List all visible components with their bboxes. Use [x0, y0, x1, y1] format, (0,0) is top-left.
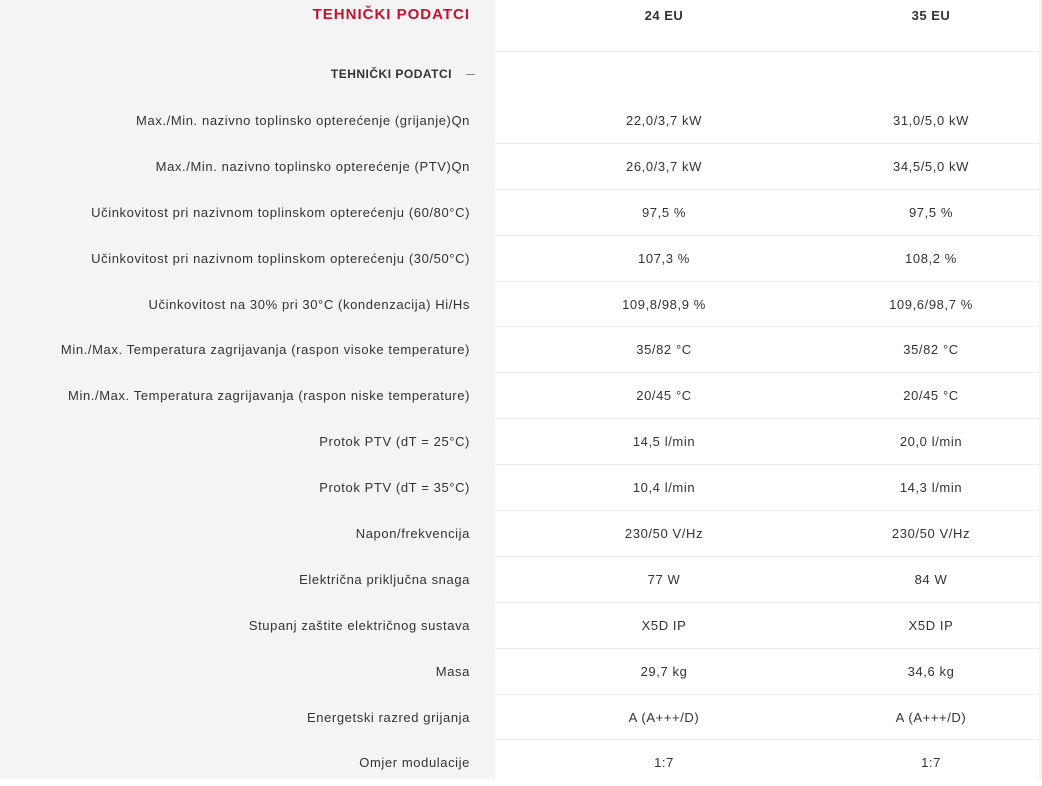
table-row [0, 190, 1042, 236]
value-24eu: 10,4 l/min [632, 480, 696, 496]
value-35eu: 230/50 V/Hz [891, 526, 971, 542]
table-row [0, 465, 1042, 511]
value-24eu: X5D IP [641, 617, 687, 633]
row-label: Učinkovitost na 30% pri 30°C (kondenzacija) Hi/Hs [148, 296, 470, 312]
page-title: TEHNIČKI PODATCI [312, 6, 470, 23]
value-35eu: 20/45 °C [903, 388, 959, 404]
value-35eu: 109,6/98,7 % [889, 296, 973, 312]
row-label: Masa [435, 663, 470, 679]
row-label: Min./Max. Temperatura zagrijavanja (raspon visoke temperature) [60, 342, 470, 358]
value-35eu: 14,3 l/min [899, 480, 963, 496]
value-24eu: 26,0/3,7 kW [626, 158, 702, 174]
value-35eu: 34,5/5,0 kW [893, 158, 969, 174]
row-label: Protok PTV (dT = 35°C) [319, 480, 470, 496]
table-row [0, 282, 1042, 328]
row-label: Max./Min. nazivno toplinsko opterećenje (grijanje)Qn [136, 113, 470, 128]
value-24eu: 29,7 kg [640, 663, 688, 679]
table-row [0, 511, 1042, 557]
value-35eu: 34,6 kg [907, 663, 955, 679]
value-24eu: 22,0/3,7 kW [626, 113, 702, 128]
table-row [0, 98, 1042, 144]
minus-icon[interactable] [466, 69, 476, 79]
table-row [0, 557, 1042, 603]
table-row [0, 236, 1042, 282]
table-row [0, 649, 1042, 695]
value-35eu: A (A+++/D) [895, 709, 967, 725]
row-label: Omjer modulacije [359, 755, 470, 771]
value-35eu: 20,0 l/min [899, 434, 963, 450]
table-row [0, 419, 1042, 465]
section-title: TEHNIČKI PODATCI [330, 67, 452, 81]
value-24eu: 14,5 l/min [632, 434, 696, 450]
value-35eu: 108,2 % [905, 250, 957, 266]
value-24eu: 109,8/98,9 % [622, 296, 706, 312]
value-35eu: 31,0/5,0 kW [893, 113, 969, 128]
value-24eu: A (A+++/D) [628, 709, 700, 725]
table-row [0, 603, 1042, 649]
row-label: Min./Max. Temperatura zagrijavanja (raspon niske temperature) [68, 388, 470, 404]
value-24eu: 230/50 V/Hz [624, 526, 704, 542]
header-divider [495, 51, 1039, 52]
value-24eu: 20/45 °C [636, 388, 692, 404]
table-row [0, 327, 1042, 373]
value-24eu: 1:7 [654, 755, 674, 771]
row-label: Napon/frekvencija [355, 526, 470, 542]
row-label: Max./Min. nazivno toplinsko opterećenje (PTV)Qn [155, 158, 470, 174]
value-35eu: 35/82 °C [903, 342, 959, 358]
row-label: Protok PTV (dT = 25°C) [319, 434, 470, 450]
table-row [0, 144, 1042, 190]
section-toggle[interactable] [331, 62, 476, 86]
column-header-35eu: 35 EU [911, 8, 951, 23]
table-row [0, 695, 1042, 741]
value-24eu: 77 W [647, 571, 681, 587]
value-35eu: X5D IP [908, 617, 954, 633]
value-24eu: 97,5 % [641, 204, 687, 220]
value-35eu: 84 W [914, 571, 948, 587]
value-24eu: 107,3 % [638, 250, 690, 266]
column-header-24eu: 24 EU [644, 8, 684, 23]
value-35eu: 1:7 [921, 755, 941, 771]
row-label: Električna priključna snaga [299, 571, 470, 587]
spec-table [0, 98, 1042, 786]
row-label: Učinkovitost pri nazivnom toplinskom opterećenju (30/50°C) [91, 250, 470, 266]
row-label: Energetski razred grijanja [306, 709, 470, 725]
value-24eu: 35/82 °C [636, 342, 692, 358]
row-label: Stupanj zaštite električnog sustava [248, 617, 470, 633]
table-row [0, 740, 1042, 786]
table-row [0, 373, 1042, 419]
value-35eu: 97,5 % [908, 204, 954, 220]
table-header [0, 0, 1042, 32]
row-label: Učinkovitost pri nazivnom toplinskom opterećenju (60/80°C) [91, 204, 470, 220]
